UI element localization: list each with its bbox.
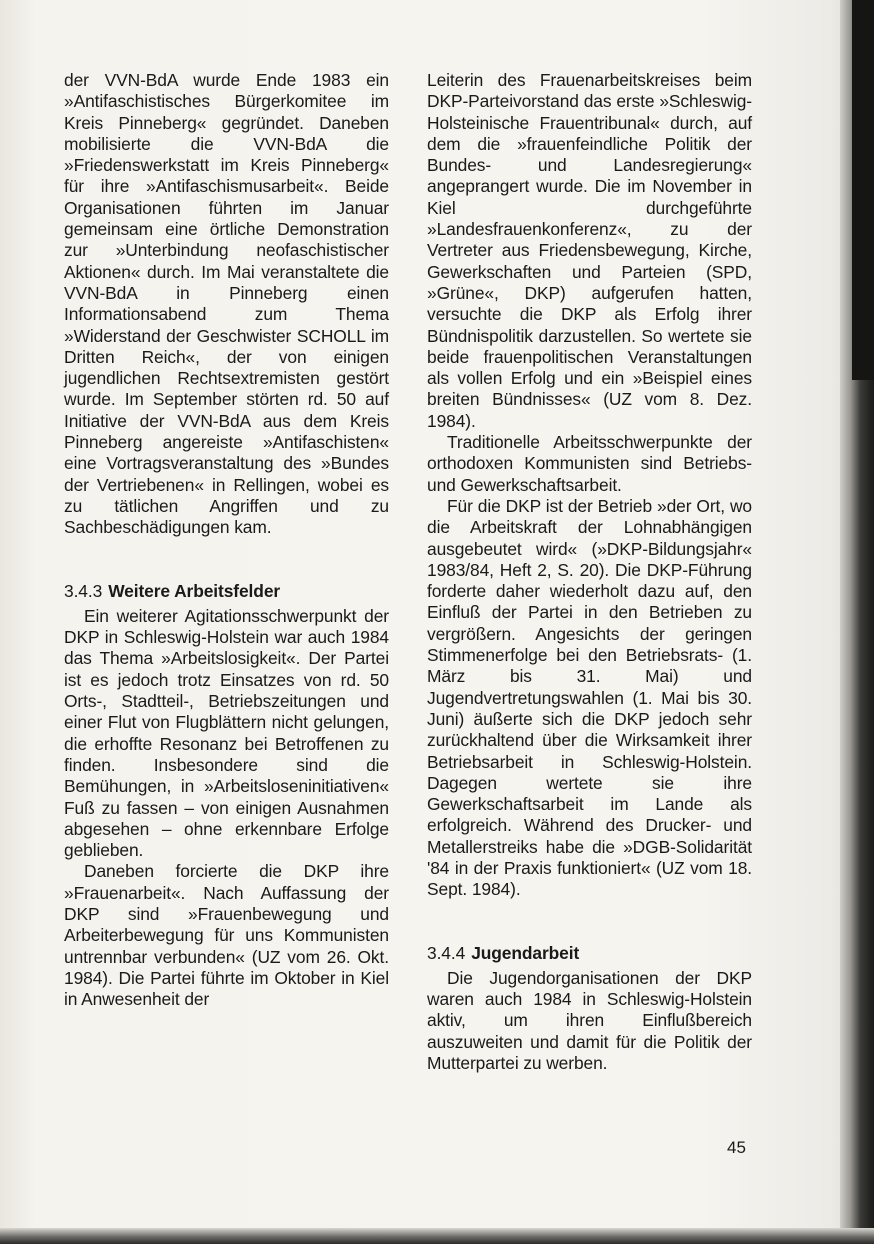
section-heading: [427, 943, 752, 964]
section-spacer: [427, 901, 752, 943]
binding-shadow: [852, 0, 874, 380]
section-number: 3.4.4: [427, 942, 466, 963]
section-title: Jugendarbeit: [471, 942, 580, 963]
page-number: 45: [727, 1138, 746, 1157]
paragraph: Für die DKP ist der Betrieb »der Ort, wo die Arbeitskraft der Lohnabhängigen ausgebeutet wird« (»DKP-Bildungsjahr« 1983/84, Heft 2, S. 20). Die DKP-Führung forderte daher wiederholt dazu auf, den Einfluß der Partei in den Betrieben zu vergrößern. Angesichts der geringen Stimmenerfolge bei den Betriebsrats- (1. März bis 31. Mai) und Jugendvertretungswahlen (1. Mai bis 30. Juni) äußerte sich die DKP jedoch sehr zurückhaltend über die Wirksamkeit ihrer Betriebsarbeit in Schleswig-Holstein. Dagegen wertete sie ihre Gewerkschaftsarbeit im Lande als erfolgreich. Während des Drucker- und Metallerstreiks habe die »DGB-Solidarität '84 in der Praxis funktioniert« (UZ vom 18. Sept. 1984).: [427, 495, 752, 900]
paragraph: Leiterin des Frauenarbeitskreises beim DKP-Parteivorstand das erste »Schleswig-Holsteinische Frauentribunal« durch, auf dem die »frauenfeindliche Politik der Bundes- und Landesregierung« angeprangert wurde. Die im November in Kiel durchgeführte »Landesfrauenkonferenz«, zu der Vertreter aus Friedensbewegung, Kirche, Gewerkschaften und Parteien (SPD, »Grüne«, DKP) aufgerufen hatten, versuchte die DKP als Erfolg ihrer Bündnispolitik darzustellen. So wertete sie beide frauenpolitischen Veranstaltungen als vollen Erfolg und ein »Beispiel eines breiten Bündnisses« (UZ vom 8. Dez. 1984).: [427, 70, 752, 431]
paragraph: Traditionelle Arbeitsschwerpunkte der orthodoxen Kommunisten sind Betriebs- und Gewerkschaftsarbeit.: [427, 432, 752, 495]
bottom-page-edge: [0, 1228, 874, 1244]
section-number: 3.4.3: [64, 580, 103, 601]
section-title: Weitere Arbeitsfelder: [108, 580, 281, 601]
right-text-column: [427, 70, 752, 1074]
paragraph: Ein weiterer Agitationsschwerpunkt der DKP in Schleswig-Holstein war auch 1984 das Thema »Arbeitslosigkeit«. Der Partei ist es jedoch trotz Einsatzes von rd. 50 Orts-, Stadtteil-, Betriebszeitungen und einer Flut von Flugblättern nicht gelungen, die erhoffte Resonanz bei Betroffenen zu finden. Insbesondere sind die Bemühungen, in »Arbeitsloseninitiativen« Fuß zu fassen – von einigen Ausnahmen abgesehen – ohne erkennbare Erfolge geblieben.: [64, 605, 389, 861]
paragraph: Daneben forcierte die DKP ihre »Frauenarbeit«. Nach Auffassung der DKP sind »Frauenbewegung und Arbeiterbewegung für uns Kommunisten untrennbar verbunden« (UZ vom 26. Okt. 1984). Die Partei führte im Oktober in Kiel in Anwesenheit der: [64, 861, 389, 1010]
paragraph: Die Jugendorganisationen der DKP waren auch 1984 in Schleswig-Holstein aktiv, um ihren Einflußbereich auszuweiten und damit für die Politik der Mutterpartei zu werben.: [427, 967, 752, 1074]
paragraph: der VVN-BdA wurde Ende 1983 ein »Antifaschistisches Bürgerkomitee im Kreis Pinneberg« gegründet. Daneben mobilisierte die VVN-BdA die »Friedenswerkstatt im Kreis Pinneberg« für ihre »Antifaschismusarbeit«. Beide Organisationen führten im Januar gemeinsam eine örtliche Demonstration zur »Unterbindung neofaschistischer Aktionen« durch. Im Mai veranstaltete die VVN-BdA in Pinneberg einen Informationsabend zum Thema »Widerstand der Geschwister SCHOLL im Dritten Reich«, der von einigen jugendlichen Rechtsextremisten gestört wurde. Im September störten rd. 50 auf Initiative der VVN-BdA aus dem Kreis Pinneberg angereiste »Antifaschisten« eine Vortragsveranstaltung des »Bundes der Vertriebenen« in Rellingen, wobei es zu tätlichen Angriffen und zu Sachbeschädigungen kam.: [64, 70, 389, 538]
left-text-column: [64, 70, 389, 1010]
section-heading: [64, 581, 389, 602]
section-spacer: [64, 539, 389, 581]
